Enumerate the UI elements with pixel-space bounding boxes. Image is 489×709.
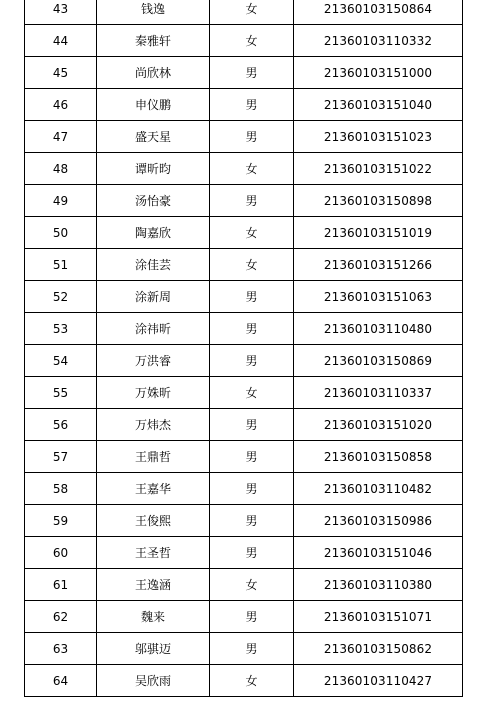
student-gender: 男 bbox=[210, 121, 294, 153]
student-gender: 男 bbox=[210, 57, 294, 89]
student-id: 21360103150858 bbox=[294, 441, 463, 473]
table-row bbox=[25, 153, 463, 185]
student-name: 王逸涵 bbox=[97, 569, 210, 601]
student-gender: 男 bbox=[210, 441, 294, 473]
row-number: 56 bbox=[25, 409, 97, 441]
student-roster-table bbox=[24, 0, 463, 697]
student-name: 万炜杰 bbox=[97, 409, 210, 441]
table-row bbox=[25, 441, 463, 473]
student-id: 21360103110427 bbox=[294, 665, 463, 697]
student-name: 魏来 bbox=[97, 601, 210, 633]
student-gender: 男 bbox=[210, 345, 294, 377]
student-gender: 女 bbox=[210, 377, 294, 409]
table-row bbox=[25, 633, 463, 665]
table-row bbox=[25, 377, 463, 409]
student-name: 王鼎哲 bbox=[97, 441, 210, 473]
row-number: 45 bbox=[25, 57, 97, 89]
student-id: 21360103110482 bbox=[294, 473, 463, 505]
table-row bbox=[25, 89, 463, 121]
student-id: 21360103151020 bbox=[294, 409, 463, 441]
row-number: 49 bbox=[25, 185, 97, 217]
student-name: 钱逸 bbox=[97, 0, 210, 25]
student-gender: 男 bbox=[210, 281, 294, 313]
student-name: 涂祎昕 bbox=[97, 313, 210, 345]
row-number: 52 bbox=[25, 281, 97, 313]
row-number: 48 bbox=[25, 153, 97, 185]
student-name: 谭昕昀 bbox=[97, 153, 210, 185]
student-gender: 女 bbox=[210, 249, 294, 281]
row-number: 61 bbox=[25, 569, 97, 601]
row-number: 59 bbox=[25, 505, 97, 537]
row-number: 46 bbox=[25, 89, 97, 121]
roster-body bbox=[25, 0, 463, 697]
table-row bbox=[25, 665, 463, 697]
student-name: 涂佳芸 bbox=[97, 249, 210, 281]
table-row bbox=[25, 0, 463, 25]
student-id: 21360103151046 bbox=[294, 537, 463, 569]
student-id: 21360103151040 bbox=[294, 89, 463, 121]
table-row bbox=[25, 217, 463, 249]
student-gender: 男 bbox=[210, 89, 294, 121]
student-id: 21360103151063 bbox=[294, 281, 463, 313]
student-id: 21360103151000 bbox=[294, 57, 463, 89]
student-gender: 男 bbox=[210, 505, 294, 537]
table-row bbox=[25, 185, 463, 217]
student-name: 王嘉华 bbox=[97, 473, 210, 505]
student-name: 万姝昕 bbox=[97, 377, 210, 409]
student-id: 21360103150986 bbox=[294, 505, 463, 537]
student-gender: 男 bbox=[210, 601, 294, 633]
student-id: 21360103151023 bbox=[294, 121, 463, 153]
student-id: 21360103150864 bbox=[294, 0, 463, 25]
student-name: 王俊熙 bbox=[97, 505, 210, 537]
student-name: 陶嘉欣 bbox=[97, 217, 210, 249]
student-name: 申仪鹏 bbox=[97, 89, 210, 121]
table-row bbox=[25, 313, 463, 345]
student-gender: 男 bbox=[210, 473, 294, 505]
row-number: 47 bbox=[25, 121, 97, 153]
student-gender: 男 bbox=[210, 633, 294, 665]
student-name: 涂新周 bbox=[97, 281, 210, 313]
student-name: 尚欣林 bbox=[97, 57, 210, 89]
student-gender: 女 bbox=[210, 25, 294, 57]
student-name: 邬骐迈 bbox=[97, 633, 210, 665]
student-id: 21360103110332 bbox=[294, 25, 463, 57]
student-id: 21360103151019 bbox=[294, 217, 463, 249]
row-number: 44 bbox=[25, 25, 97, 57]
row-number: 54 bbox=[25, 345, 97, 377]
student-gender: 男 bbox=[210, 537, 294, 569]
row-number: 50 bbox=[25, 217, 97, 249]
table-row bbox=[25, 537, 463, 569]
row-number: 55 bbox=[25, 377, 97, 409]
row-number: 53 bbox=[25, 313, 97, 345]
table-row bbox=[25, 249, 463, 281]
student-id: 21360103151266 bbox=[294, 249, 463, 281]
row-number: 60 bbox=[25, 537, 97, 569]
student-id: 21360103110380 bbox=[294, 569, 463, 601]
table-row bbox=[25, 57, 463, 89]
student-name: 王圣哲 bbox=[97, 537, 210, 569]
student-id: 21360103110480 bbox=[294, 313, 463, 345]
student-name: 秦雅轩 bbox=[97, 25, 210, 57]
student-gender: 女 bbox=[210, 569, 294, 601]
row-number: 51 bbox=[25, 249, 97, 281]
row-number: 62 bbox=[25, 601, 97, 633]
row-number: 58 bbox=[25, 473, 97, 505]
student-name: 盛天星 bbox=[97, 121, 210, 153]
student-name: 万洪睿 bbox=[97, 345, 210, 377]
row-number: 43 bbox=[25, 0, 97, 25]
student-gender: 男 bbox=[210, 409, 294, 441]
table-row bbox=[25, 25, 463, 57]
student-gender: 男 bbox=[210, 313, 294, 345]
student-gender: 女 bbox=[210, 665, 294, 697]
row-number: 63 bbox=[25, 633, 97, 665]
student-name: 汤怡豪 bbox=[97, 185, 210, 217]
row-number: 57 bbox=[25, 441, 97, 473]
table-row bbox=[25, 473, 463, 505]
table-row bbox=[25, 121, 463, 153]
student-gender: 女 bbox=[210, 0, 294, 25]
table-row bbox=[25, 345, 463, 377]
table-row bbox=[25, 569, 463, 601]
student-gender: 女 bbox=[210, 217, 294, 249]
student-id: 21360103150869 bbox=[294, 345, 463, 377]
student-gender: 女 bbox=[210, 153, 294, 185]
table-row bbox=[25, 601, 463, 633]
student-id: 21360103150862 bbox=[294, 633, 463, 665]
student-id: 21360103151022 bbox=[294, 153, 463, 185]
student-name: 吴欣雨 bbox=[97, 665, 210, 697]
student-id: 21360103110337 bbox=[294, 377, 463, 409]
table-row bbox=[25, 281, 463, 313]
student-gender: 男 bbox=[210, 185, 294, 217]
student-id: 21360103150898 bbox=[294, 185, 463, 217]
student-id: 21360103151071 bbox=[294, 601, 463, 633]
table-row bbox=[25, 505, 463, 537]
table-row bbox=[25, 409, 463, 441]
row-number: 64 bbox=[25, 665, 97, 697]
